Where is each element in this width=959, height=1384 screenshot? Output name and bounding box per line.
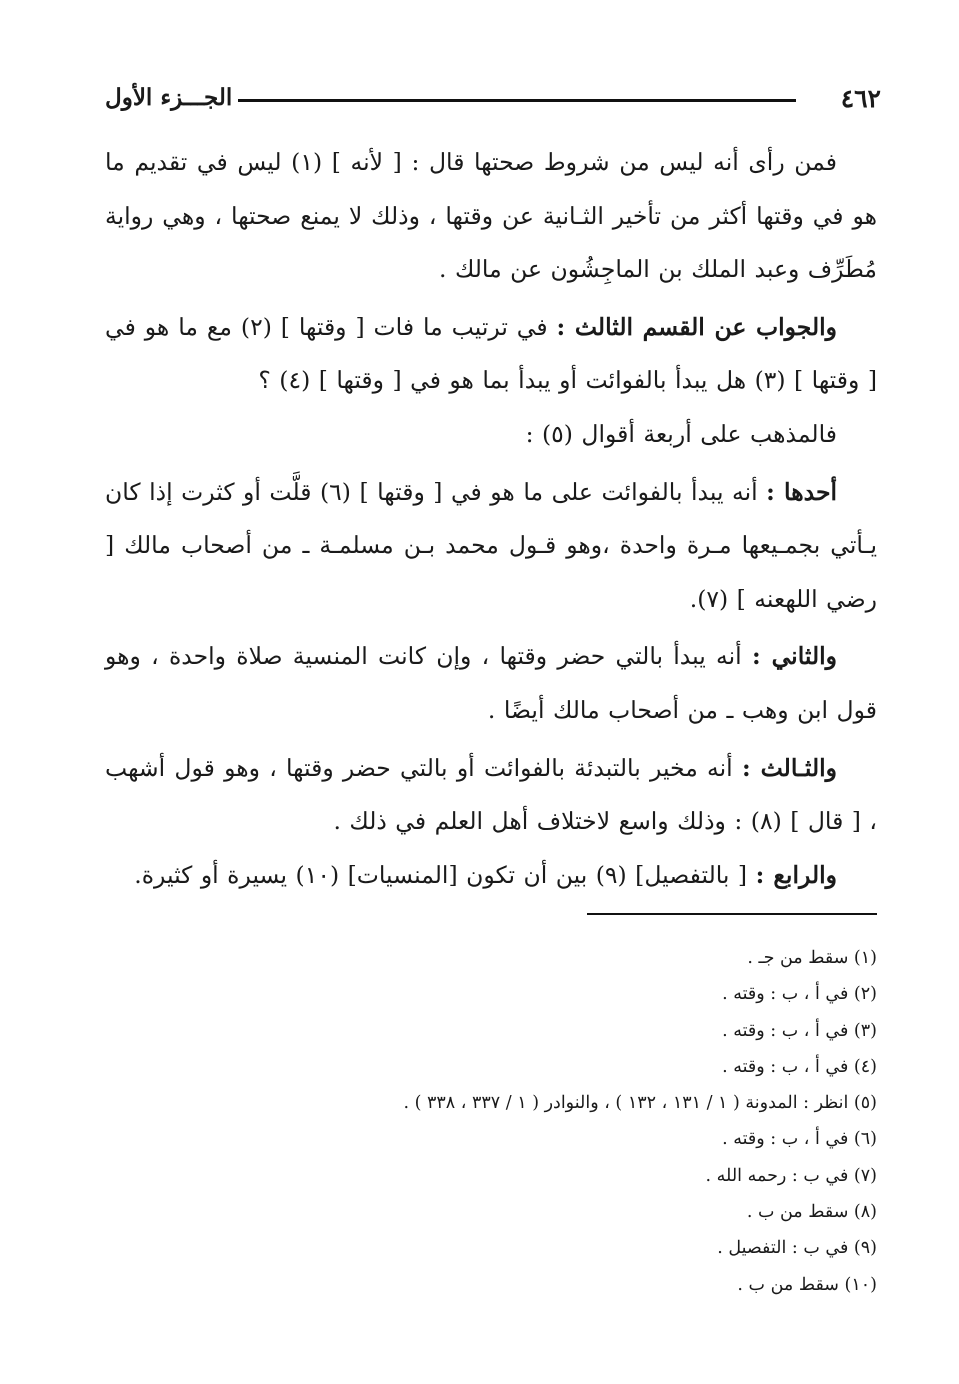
header-rule — [238, 99, 796, 102]
footnote-2: (٢) في أ ، ب : وقته . — [722, 984, 877, 1005]
paragraph-4-lead: أحدها : — [766, 477, 838, 506]
paragraph-4-text: أنه يبدأ بالفوائت على ما هو في [ وقتها ] (٦) قلَّت أو كثرت إذا كان يـأتي بجمـيعها مـرة واحدة ،وهو قـول محمد بـن مسلمـة ـ من أصحاب مالك [ رضي اللهعنه ] (٧). — [105, 477, 877, 613]
footnote-8: (٨) سقط من ب . — [746, 1202, 877, 1223]
footnote-1: (١) سقط من جـ . — [747, 948, 877, 968]
footnotes — [117, 940, 877, 1303]
footnote-5: (٥) انظر : المدونة ( ١ / ١٣١ ، ١٣٢ ) ، والنوادر ( ١ / ٣٣٧ ، ٣٣٨ ) . — [403, 1093, 877, 1114]
footnote-10: (١٠) سقط من ب . — [737, 1274, 877, 1295]
paragraph-6-lead: والثـالث : — [741, 753, 838, 782]
paragraph-2-text: في ترتيب ما فات [ وقتها ] (٢) مع ما هو في [ وقتها ] (٣) هل يبدأ بالفوائت أو يبدأ بما هو في [ وقتها ] (٤) ؟ — [105, 312, 877, 395]
paragraph-4 — [105, 466, 877, 627]
volume-title: الجـــزء الأول — [105, 84, 233, 111]
page-number: ٤٦٢ — [840, 84, 881, 113]
footnote-9: (٩) في ب : التفصيل . — [717, 1238, 877, 1259]
paragraph-2 — [105, 301, 877, 408]
paragraph-1: فمن رأى أنه ليس من شروط صحتها قال : [ لأنه ] (١) ليس في تقديم ما هو في وقتها أكثر من تأخير الثـانية عن وقتها ، وذلك لا يمنع صحتها ، وهي رواية مُطَرِّف وعبد الملك بن الماجِشُون عن مالك . — [105, 148, 877, 284]
paragraph-7 — [105, 849, 877, 903]
footnote-7: (٧) في ب : رحمه الله . — [705, 1165, 877, 1186]
body-text — [105, 136, 877, 902]
page-header — [105, 80, 881, 120]
paragraph-5-text: أنه يبدأ بالتي حضر وقتها ، وإن كانت المنسية صلاة واحدة ، وهو قول ابن وهب ـ من أصحاب مالك أيضًا . — [105, 642, 877, 724]
footnote-separator — [587, 913, 877, 915]
paragraph-3: فالمذهب على أربعة أقوال (٥) : — [525, 419, 837, 448]
footnote-6: (٦) في أ ، ب : وقته . — [722, 1129, 877, 1150]
footnote-4: (٤) في أ ، ب : وقته . — [722, 1056, 877, 1077]
paragraph-5-lead: والثاني : — [751, 642, 837, 671]
footnote-3: (٣) في أ ، ب : وقته . — [722, 1020, 877, 1041]
paragraph-2-lead: والجواب عن القسم الثالث : — [556, 312, 838, 341]
paragraph-6 — [105, 742, 877, 849]
paragraph-7-text: [ بالتفصيل] (٩) بين أن تكون [المنسيات] (١٠) يسيرة أو كثيرة. — [134, 860, 756, 889]
paragraph-5 — [105, 630, 877, 737]
paragraph-7-lead: والرابع : — [755, 860, 837, 889]
paragraph-6-text: أنه مخير بالتبدئة بالفوائت أو بالتي حضر وقتها ، وهو قول أشهب ، [ قال ] (٨) : وذلك واسع لاختلاف أهل العلم في ذلك . — [105, 753, 877, 836]
